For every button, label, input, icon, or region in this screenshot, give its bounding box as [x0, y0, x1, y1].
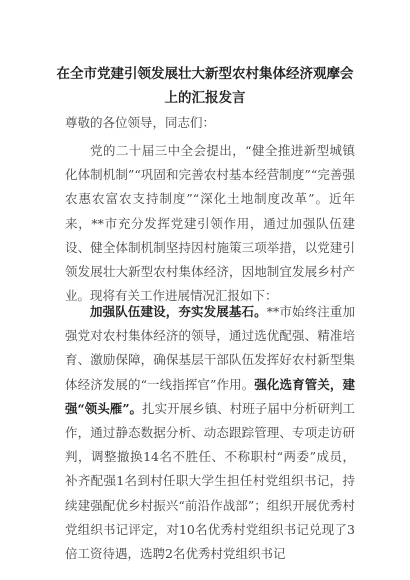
paragraph-team-building	[65, 300, 355, 566]
salutation: 尊敬的各位领导，同志们：	[65, 115, 216, 130]
paragraph-body-text: **市始终注重加强党对农村集体经济的领导，通过选优配强、精准培育、激励保障，确保基层干部队伍发挥好农村新型集体经济发展的“一线指挥官”作用。	[65, 304, 355, 392]
paragraph-lead-heading: 加强队伍建设，夯实发展基石。	[90, 304, 267, 319]
paragraph-body-text-continued: 扎实开展乡镇、村班子届中分析研判工作，通过静态数据分析、动态跟踪管理、专项走访研判，调整撤换14名不胜任、不称职村“两委”成员，补齐配强1名到村任职大学生担任村党组织书记，持续建强配优乡村振兴“前沿作战部”；组织开展优秀村党组织书记评定，对10名优秀村党组织书记兑现了3倍工资待遇，选聘2名优秀村党组织书记	[65, 400, 355, 562]
paragraph-inline-heading: 强化选育管关，建强“领头雁”。	[65, 376, 355, 416]
paragraph-intro: 党的二十届三中全会提出，“健全推进新型城镇化体制机制”“巩固和完善农村基本经营制度”“完善强农惠农富农支持制度”“深化土地制度改革”。近年来，**市充分发挥党建引领作用，通过加强队伍建设、健全体制机制坚持因村施策三项举措，以党建引领发展壮大新型农村集体经济，因地制宜发展乡村产业。现将有关工作进展情况汇报如下：	[65, 143, 355, 304]
document-title: 在全市党建引领发展壮大新型农村集体经济观摩会上的汇报发言	[56, 66, 354, 106]
